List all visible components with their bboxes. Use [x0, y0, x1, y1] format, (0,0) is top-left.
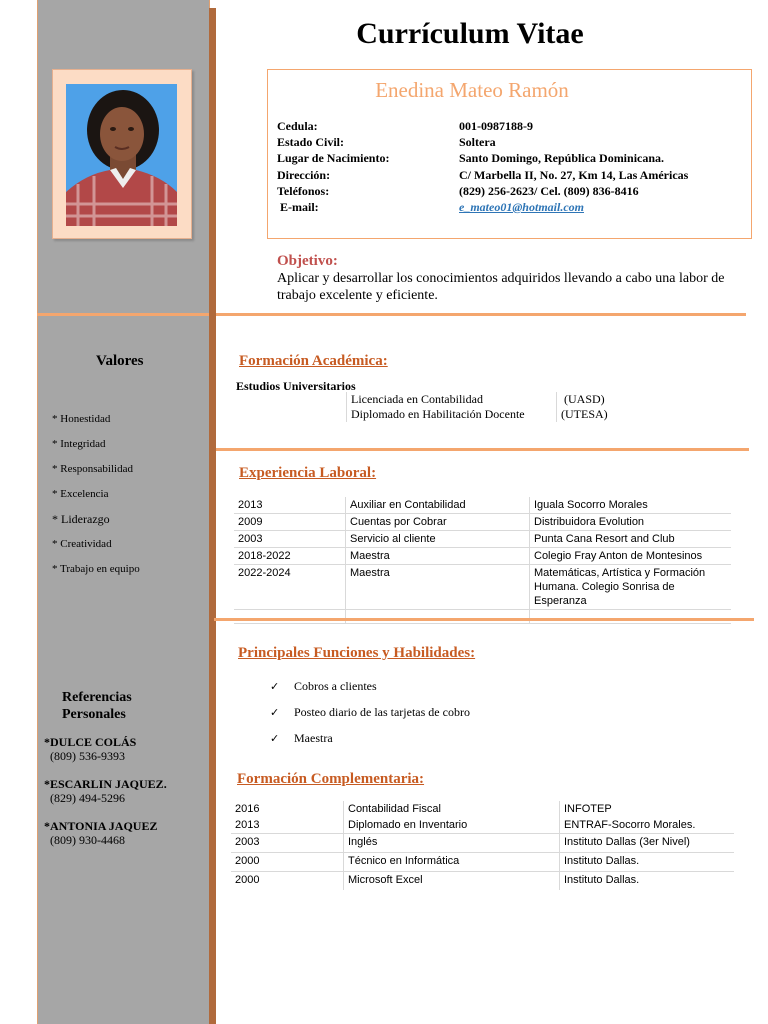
- education-institution: (UASD): [556, 392, 605, 407]
- table-row: 2013 Auxiliar en Contabilidad Iguala Socorro Morales: [234, 497, 731, 514]
- check-icon: ✓: [270, 732, 280, 745]
- info-label: Cedula:: [277, 119, 318, 133]
- section-divider: [214, 618, 754, 621]
- person-portrait-icon: [66, 84, 177, 226]
- sidebar-divider: [37, 313, 209, 316]
- list-item: * Honestidad: [52, 413, 111, 425]
- values-list: [52, 407, 140, 582]
- reference-name: *DULCE COLÁS: [44, 735, 137, 749]
- objective-text: Aplicar y desarrollar los conocimientos adquiridos llevando a cabo una labor de trabajo excelente y eficiente.: [277, 271, 725, 303]
- info-value: Soltera: [459, 135, 496, 150]
- check-icon: ✓: [270, 680, 280, 693]
- section-divider: [216, 448, 749, 451]
- info-value: 001-0987188-9: [459, 119, 533, 133]
- reference-item: [44, 819, 157, 847]
- list-item: ✓ Cobros a clientes: [270, 673, 470, 699]
- reference-item: [44, 777, 167, 805]
- experience-title: Experiencia Laboral:: [239, 465, 377, 481]
- check-icon: ✓: [270, 706, 280, 719]
- complementary-table: [231, 801, 734, 890]
- education-degree: Licenciada en Contabilidad: [346, 392, 559, 407]
- table-row: 2009 Cuentas por Cobrar Distribuidora Evolution: [234, 514, 731, 531]
- table-row: 2013 Diplomado en Inventario ENTRAF-Socorro Morales.: [231, 817, 734, 834]
- references-title: Referencias Personales: [62, 690, 132, 722]
- reference-name: *ESCARLIN JAQUEZ.: [44, 777, 167, 791]
- objective-title: Objetivo:: [277, 253, 338, 269]
- info-label: Teléfonos:: [277, 183, 330, 198]
- education-subtitle: Estudios Universitarios: [236, 379, 356, 393]
- profile-photo: [66, 84, 177, 226]
- info-value: (829) 256-2623/ Cel. (809) 836-8416: [459, 183, 639, 198]
- list-item: * Excelencia: [52, 488, 109, 500]
- sidebar-shadow: [209, 8, 216, 1024]
- list-item: * Responsabilidad: [52, 463, 133, 475]
- education-title: Formación Académica:: [239, 353, 388, 369]
- table-row: [234, 610, 731, 624]
- table-row: 2003 Servicio al cliente Punta Cana Resort and Club: [234, 531, 731, 548]
- list-item: ✓ Posteo diario de las tarjetas de cobro: [270, 699, 470, 725]
- list-item: * Creatividad: [52, 538, 112, 550]
- info-label: Estado Civil:: [277, 135, 345, 150]
- values-title: Valores: [96, 353, 144, 369]
- document-title: Currículum Vitae: [356, 17, 584, 50]
- education-degree: Diplomado en Habilitación Docente: [346, 407, 559, 422]
- person-name: Enedina Mateo Ramón: [375, 78, 569, 102]
- info-value: Santo Domingo, República Dominicana.: [459, 151, 665, 166]
- table-row: 2016 Contabilidad Fiscal INFOTEP: [231, 801, 734, 817]
- table-row: 2003 Inglés Instituto Dallas (3er Nivel): [231, 834, 734, 853]
- table-row: 2000 Técnico en Informática Instituto Dallas.: [231, 853, 734, 872]
- reference-item: [44, 735, 136, 763]
- list-item: * Liderazgo: [52, 512, 110, 526]
- info-value: C/ Marbella II, No. 27, Km 14, Las Américas: [459, 167, 689, 182]
- list-item: * Trabajo en equipo: [52, 563, 140, 575]
- info-label: Lugar de Nacimiento:: [277, 151, 390, 166]
- table-row: 2000 Microsoft Excel Instituto Dallas.: [231, 872, 734, 891]
- table-row: 2018-2022 Maestra Colegio Fray Anton de Montesinos: [234, 548, 731, 565]
- list-item: ✓ Maestra: [270, 725, 470, 751]
- personal-values: [459, 118, 688, 215]
- info-label: Dirección:: [277, 167, 331, 182]
- complementary-title: Formación Complementaria:: [237, 771, 425, 787]
- experience-table: [234, 497, 731, 624]
- personal-labels: [277, 118, 389, 215]
- list-item: * Integridad: [52, 438, 106, 450]
- section-divider: [216, 313, 746, 316]
- email-link[interactable]: e_mateo01@hotmail.com: [459, 200, 584, 215]
- education-institution: (UTESA): [556, 407, 608, 422]
- reference-phone: (809) 930-4468: [50, 833, 125, 847]
- functions-title: Principales Funciones y Habilidades:: [238, 645, 476, 661]
- table-row: 2022-2024 Maestra Matemáticas, Artística y Formación Humana. Colegio Sonrisa de Esperanza: [234, 565, 731, 610]
- reference-name: *ANTONIA JAQUEZ: [44, 819, 158, 833]
- info-label: E-mail:: [277, 200, 319, 215]
- reference-phone: (809) 536-9393: [50, 749, 125, 763]
- functions-list: [270, 673, 470, 751]
- reference-phone: (829) 494-5296: [50, 791, 125, 805]
